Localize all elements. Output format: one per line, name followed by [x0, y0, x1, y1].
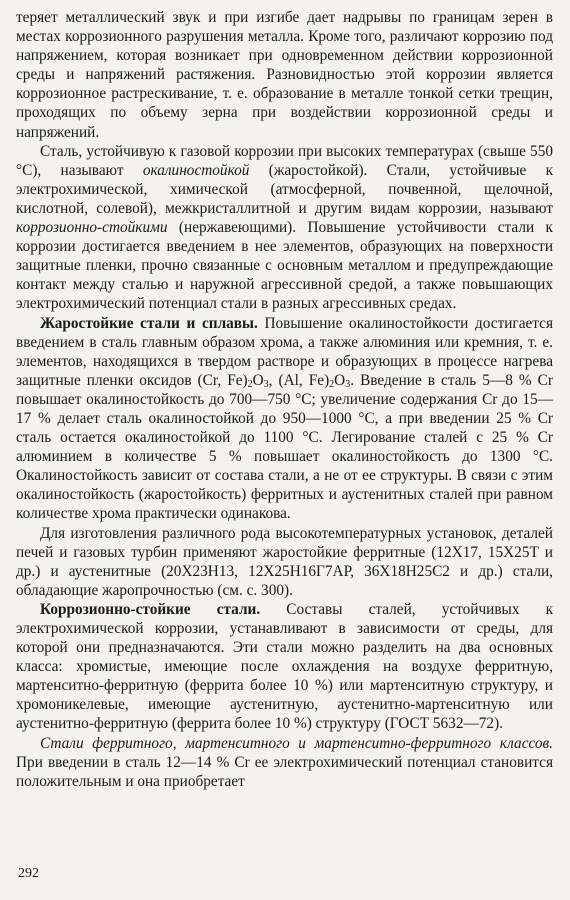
page-number: 292 [18, 866, 39, 881]
subsection-heading-ferritic-martensitic: Стали ферритного, мартенситного и мартенситно-ферритного классов. [40, 734, 553, 752]
paragraph-corrosion-resistant-steels [16, 600, 553, 734]
subscript: 3 [263, 378, 269, 390]
term-scale-resistant: окалиностойкой [142, 161, 250, 179]
text-run: (жаростойкой). Стали, устойчивые к электрохимической, химической (атмосферной, почвенной, щелочной, кислотной, солевой), межкристаллитной и другим видам коррозии, называют [16, 161, 553, 217]
section-heading-heat-resistant: Жаростойкие стали и сплавы. [40, 314, 258, 332]
text-run: . Введение в сталь 5—8 % Cr повышает окалиностойкость до 700—750 °С; увеличение содержания Cr до 15—17 % делает сталь окалиностойкой до 950—1000 °С, а при введении 25 % Cr сталь остается окалиностойкой до 1100 °С. Легирование сталей с 25 % Cr алюминием в количестве 5 % повышает окалиностойкость до 1300 °С. Окалиностойкость зависит от состава стали, а не от ее структуры. В связи с этим окалиностойкость (жаростойкость) ферритных и аустенитных сталей при равном количестве хрома практически одинакова. [16, 371, 553, 523]
subscript: 2 [247, 378, 253, 390]
text-run: (нержавеющими). Повышение устойчивости стали к коррозии достигается введением в нее элементов, образующих на поверхности защитные пленки, прочно связанные с основным металлом и предупреждающие контакт между сталью и наружной агрессивной средой, а также повышающих электрохимический потенциал стали в разных агрессивных средах. [16, 219, 553, 313]
text-run: Составы сталей, устойчивых к электрохимической коррозии, устанавливают в зависимости от среды, для которой они предназначаются. Эти стали можно разделить на два основных класса: хромистые, имеющие после охлаждения на воздухе ферритную, мартенситно-ферритную (феррита более 10 %) или мартенситную структуру, и хромоникелевые, имеющие аустенитную, аустенитно-мартенситную или аустенитно-ферритную (феррита более 10 %) структуру (ГОСТ 5632—72). [16, 600, 554, 733]
text-run: Сталь, устойчивую к газовой коррозии при высоких температурах (свыше 550 °С), называют [16, 142, 553, 179]
paragraph-high-temperature-applications: Для изготовления различного рода высокотемпературных установок, деталей печей и газовых турбин применяют жаростойкие ферритные (12Х17, 15Х25Т и др.) и аустенитные (20Х23Н13, 12Х25Н16Г7АР, 36Х18Н25С2 и др.) стали, обладающие жаропрочностью (см. с. 300). [16, 524, 553, 599]
subscript: 3 [345, 378, 351, 390]
text-run: Повышение окалиностойкости достигается введением в сталь главным образом хрома, а также алюминия или кремния, т. е. элементов, находящихся в твердом растворе и образующих в процессе нагрева защитные пленки оксидов (Cr, Fe) [16, 314, 553, 389]
paragraph-heat-resistant-steels [16, 314, 553, 524]
text-run: O [334, 371, 346, 389]
paragraph-ferritic-martensitic-classes [16, 734, 553, 791]
section-heading-corrosion-resistant: Коррозионно-стойкие стали. [40, 600, 261, 618]
text-run: , (Al, Fe) [268, 371, 330, 389]
paragraph-stress-corrosion: теряет металлический звук и при изгибе дает надрывы по границам зерен в местах коррозионного разрушения металла. Кроме того, различают коррозию под напряжением, которая возникает при одновременном действии коррозионной среды и напряжений растяжения. Разновидностью этой коррозии является коррозионное растрескивание, т. е. образование в металле тонкой сетки трещин, проходящих по объему зерна при воздействии коррозионной среды и напряжений. [16, 9, 553, 141]
book-page [16, 8, 553, 791]
text-run: При введении в сталь 12—14 % Cr ее электрохимический потенциал становится положительным и она приобретает [16, 753, 553, 790]
subscript: 2 [329, 378, 335, 390]
paragraph-scale-resistant-definition [16, 142, 553, 314]
term-corrosion-resistant: коррозионно-стойкими [16, 219, 168, 237]
text-run: O [252, 371, 264, 389]
